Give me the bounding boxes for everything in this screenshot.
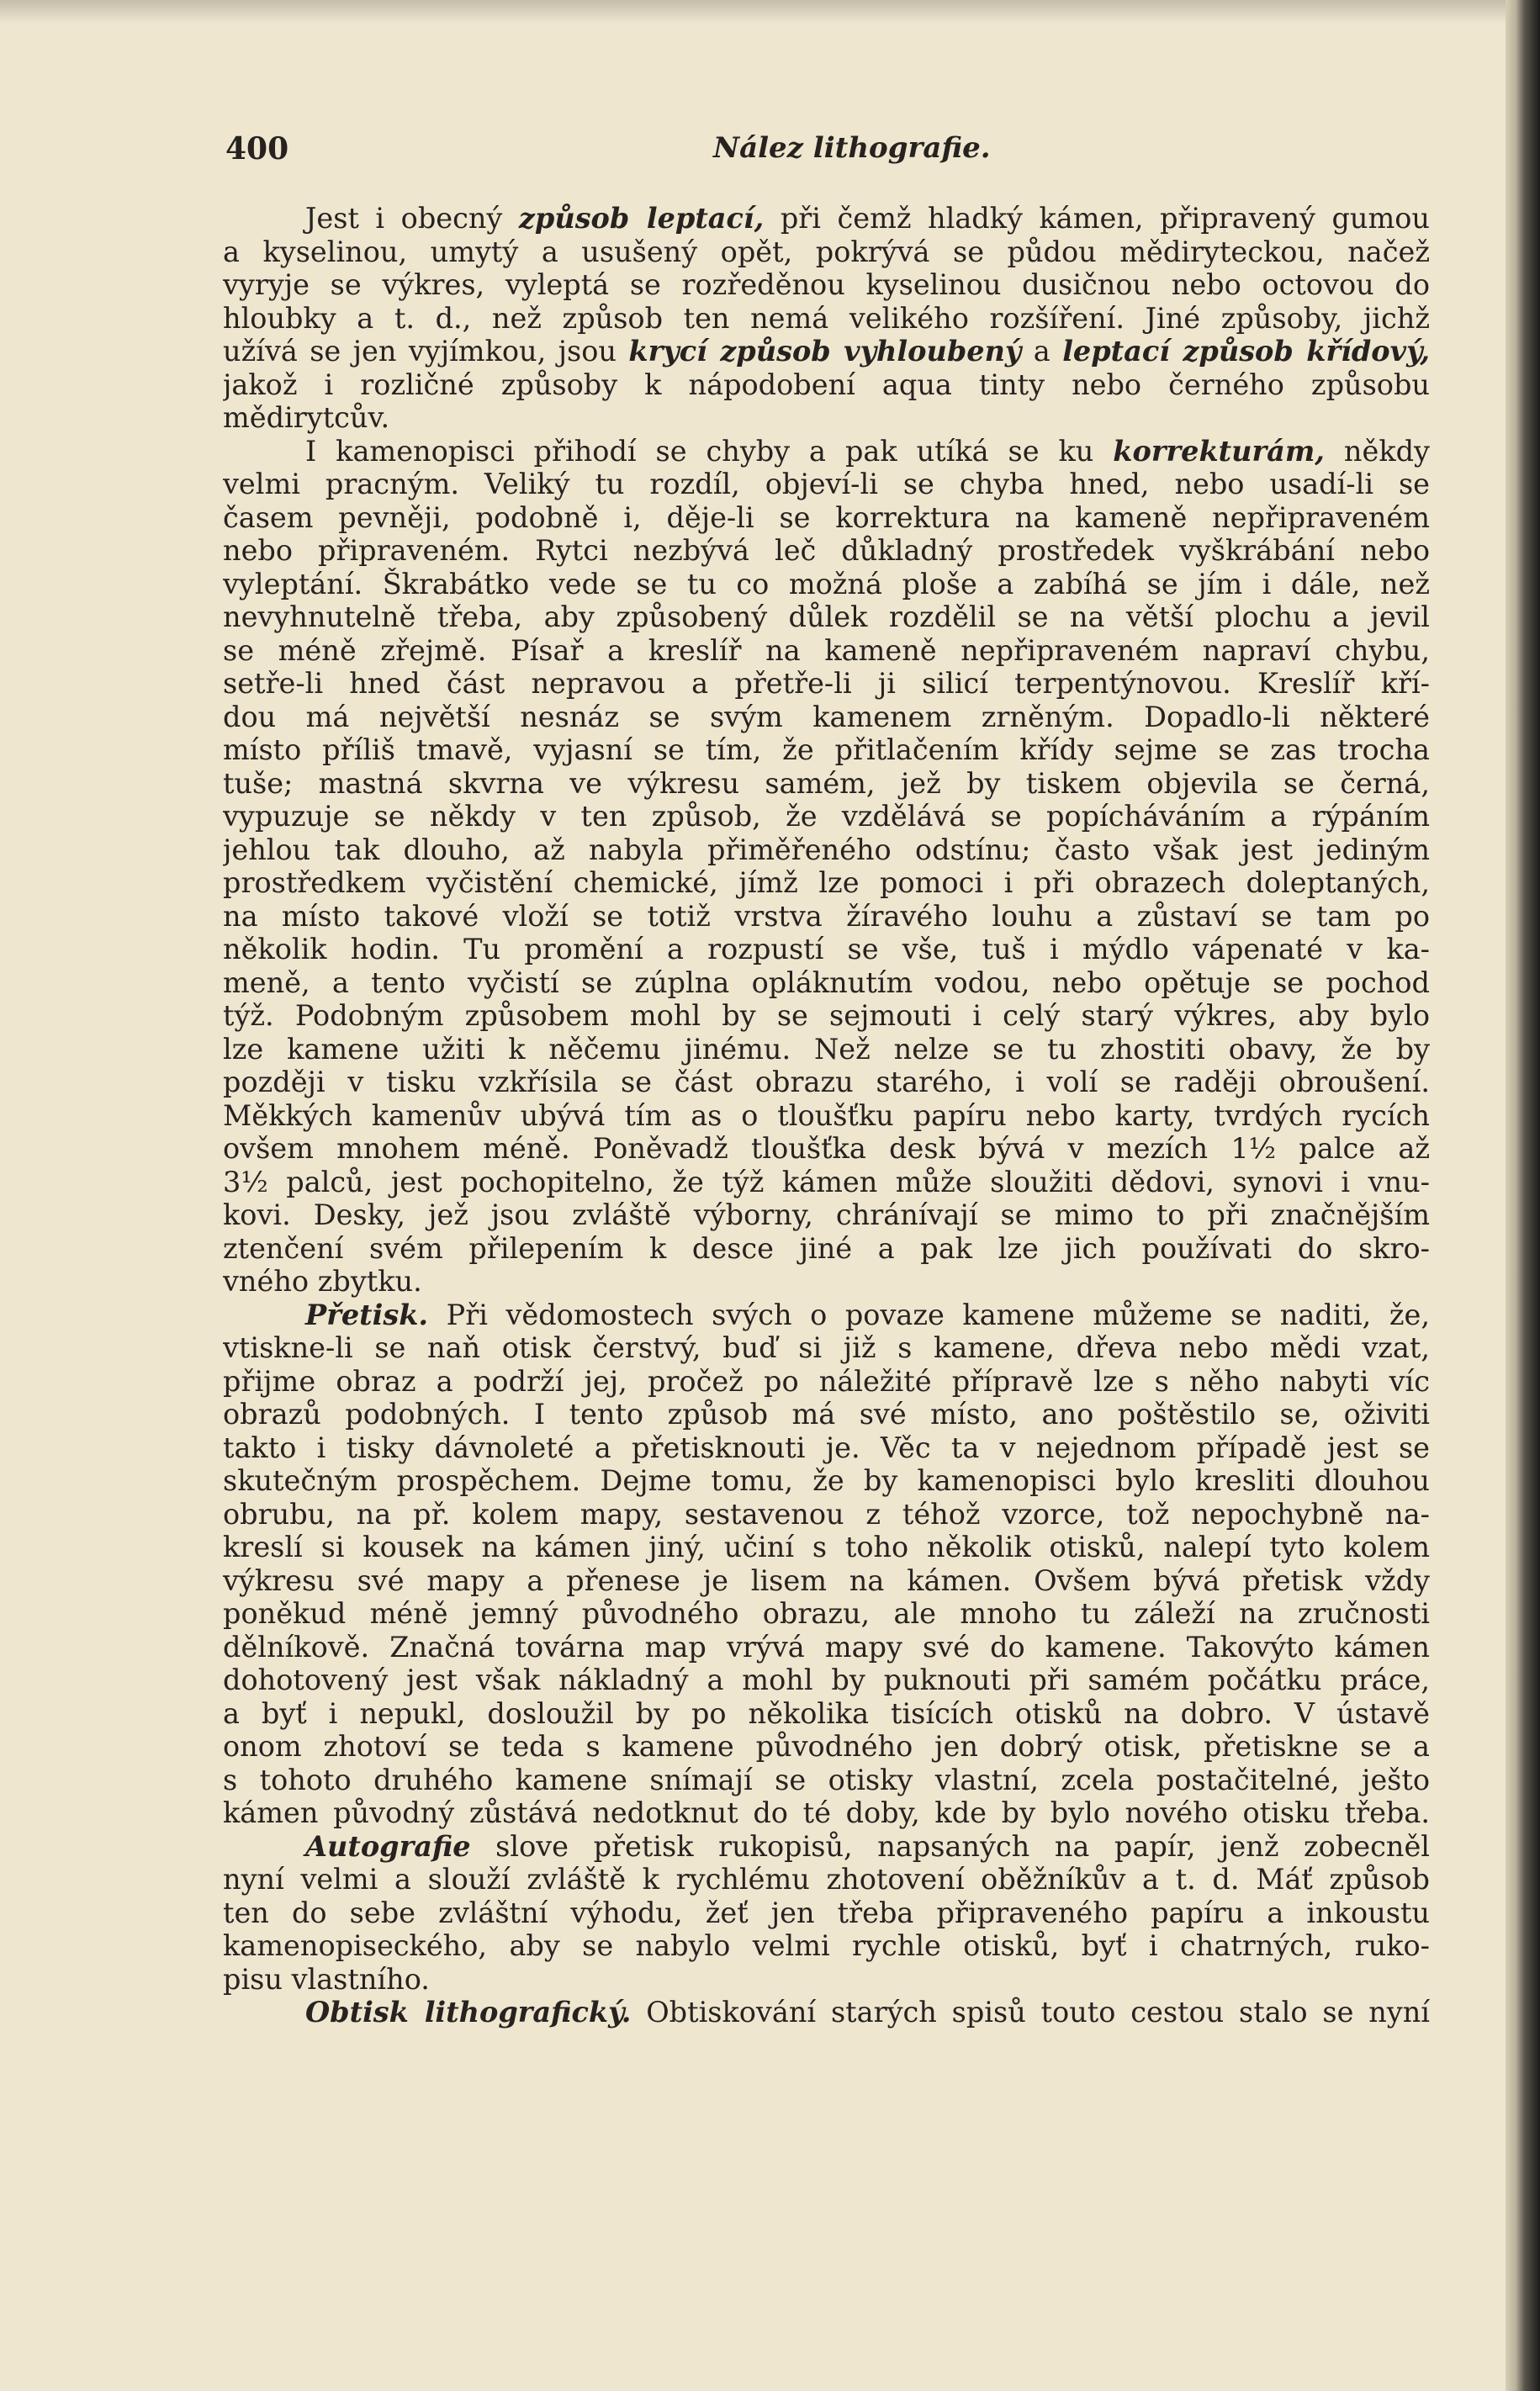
text-line: vtiskne-li se naň otisk čerstvý, buď si již s kamene, dřeva nebo mědi vzat, [223, 1331, 1430, 1364]
text-line: kámen původný zůstává nedotknut do té doby, kde by bylo nového otisku třeba. [223, 1796, 1430, 1829]
text-line: ztenčení svém přilepením k desce jiné a pak lze jich používati do skro- [223, 1231, 1430, 1265]
text-line: vypuzuje se někdy v ten způsob, že vzdělává se popícháváním a rýpáním [223, 800, 1430, 833]
text-line: dohotovený jest však nákladný a mohl by puknouti při samém počátku práce, [223, 1664, 1430, 1696]
text-line: místo příliš tmavě, vyjasní se tím, že přitlačením křídy sejme se zas trocha [223, 733, 1430, 766]
text-line: lze kamene užiti k něčemu jinému. Než nelze se tu zhostiti obavy, že by [223, 1032, 1430, 1066]
text-line: obrubu, na př. kolem mapy, sestavenou z téhož vzorce, tož nepochybně na- [223, 1497, 1430, 1531]
text-line: jakož i rozličné způsoby k nápodobení aqua tinty nebo černého způsobu [223, 368, 1430, 401]
text-line: dělníkově. Značná továrna map vrývá mapy své do kamene. Takovýto kámen [223, 1630, 1430, 1664]
text-line: výkresu své mapy a přenese je lisem na kámen. Ovšem bývá přetisk vždy [223, 1563, 1430, 1597]
text-line: mědirytcův. [223, 401, 390, 434]
text-line: ten do sebe zvláštní výhodu, žeť jen třeba připraveného papíru a inkoustu [223, 1896, 1430, 1929]
text-line: meně, a tento vyčistí se zúplna opláknutím vodou, nebo opětuje se pochod [223, 965, 1430, 999]
text-line: časem pevněji, podobně i, děje-li se korrektura na kameně nepřipraveném [223, 500, 1430, 534]
text-line: dou má největší nesnáz se svým kamenem zrněným. Dopadlo-li některé [223, 700, 1430, 733]
italic-term: krycí způsob vyhloubený [628, 335, 1022, 368]
text-line: nyní velmi a slouží zvláště k rychlému zhotovení oběžníkův a t. d. Máť způsob [223, 1863, 1430, 1896]
text-line: později v tisku vzkřísila se část obrazu starého, i volí se raději obroušení. [223, 1066, 1430, 1098]
text-line: užívá se jen vyjímkou, jsou krycí způsob vyhloubený a leptací způsob křídový, [223, 335, 1430, 368]
text-line: nevyhnutelně třeba, aby způsobený důlek rozdělil se na větší plochu a jevil [223, 600, 1430, 633]
text-line: na místo takové vloží se totiž vrstva žíravého louhu a zůstaví se tam po [223, 899, 1430, 933]
text-line: se méně zřejmě. Písař a kreslíř na kameně nepřipraveném napraví chybu, [223, 633, 1430, 667]
text-line: tuše; mastná skvrna ve výkresu samém, jež by tiskem objevila se černá, [223, 766, 1430, 800]
italic-term: Autografie [305, 1829, 471, 1863]
text-line: skutečným prospěchem. Dejme tomu, že by kamenopisci bylo kresliti dlouhou [223, 1464, 1430, 1497]
text-line: velmi pracným. Veliký tu rozdíl, objeví-li se chyba hned, nebo usadí-li se [223, 468, 1430, 500]
page-header [225, 131, 1428, 173]
text-line: Obtisk lithografický. Obtiskování starých spisů touto cestou stalo se nyní [305, 1996, 1430, 2029]
text-line: poněkud méně jemný původného obrazu, ale mnoho tu záleží na zručnosti [223, 1597, 1430, 1630]
italic-term: Obtisk lithografický. [305, 1996, 632, 2029]
text-line: onom zhotoví se teda s kamene původného jen dobrý otisk, přetiskne se a [223, 1730, 1430, 1763]
text-line: a byť i nepukl, dosloužil by po několika tisících otisků na dobro. V ústavě [223, 1696, 1430, 1730]
text-line: setře-li hned část nepravou a přetře-li ji silicí terpentýnovou. Kreslíř kří- [223, 667, 1430, 700]
text-line: Jest i obecný způsob leptací, při čemž hladký kámen, připravený gumou [305, 202, 1430, 235]
text-line: vného zbytku. [223, 1265, 422, 1298]
italic-term: korrekturám, [1113, 434, 1325, 468]
text-line: kamenopiseckého, aby se nabylo velmi rychle otisků, byť i chatrných, ruko- [223, 1929, 1430, 1962]
text-line: prostředkem vyčistění chemické, jímž lze pomoci i při obrazech doleptaných, [223, 866, 1430, 899]
text-line: s tohoto druhého kamene snímají se otisky vlastní, zcela postačitelné, ješto [223, 1763, 1430, 1796]
italic-term: způsob leptací, [518, 202, 765, 235]
text-line: I kamenopisci přihodí se chyby a pak utíká se ku korrekturám, někdy [305, 434, 1430, 468]
scan-shadow [0, 0, 1506, 24]
text-line: a kyselinou, umytý a usušený opět, pokrývá se půdou mědiryteckou, načež [223, 235, 1430, 268]
text-line: nebo připraveném. Rytci nezbývá leč důkladný prostředek vyškrábání nebo [223, 534, 1430, 567]
text-line: ovšem mnohem méně. Poněvadž tloušťka desk bývá v mezích 1½ palce až [223, 1132, 1430, 1165]
text-line: 3½ palců, jest pochopitelno, že týž kámen může sloužiti dědovi, synovi i vnu- [223, 1165, 1430, 1198]
text-line: kreslí si kousek na kámen jiný, učiní s toho několik otisků, nalepí tyto kolem [223, 1531, 1430, 1563]
text-line: vyryje se výkres, vyleptá se rozředěnou kyselinou dusičnou nebo octovou do [223, 268, 1430, 301]
page-number: 400 [225, 131, 289, 167]
body-text [223, 202, 1430, 2029]
text-line: kovi. Desky, jež jsou zvláště výborny, chránívají se mimo to při značnějším [223, 1198, 1430, 1231]
text-line: hloubky a t. d., než způsob ten nemá velikého rozšíření. Jiné způsoby, jichž [223, 301, 1430, 335]
text-line: týž. Podobným způsobem mohl by se sejmouti i celý starý výkres, aby bylo [223, 999, 1430, 1032]
text-line: Autografie slove přetisk rukopisů, napsaných na papír, jenž zobecněl [305, 1829, 1430, 1863]
running-title: Nález lithografie. [713, 131, 991, 165]
text-line: takto i tisky dávnoleté a přetisknouti je. Věc ta v nejednom případě jest se [223, 1431, 1430, 1464]
text-line: Přetisk. Při vědomostech svých o povaze kamene můžeme se naditi, že, [305, 1298, 1430, 1331]
text-line: vyleptání. Škrabátko vede se tu co možná ploše a zabíhá se jím i dále, než [223, 567, 1430, 600]
text-line: několik hodin. Tu promění a rozpustí se vše, tuš i mýdlo vápenaté v ka- [223, 933, 1430, 965]
text-line: pisu vlastního. [223, 1962, 430, 1996]
italic-term: leptací způsob křídový, [1062, 335, 1430, 368]
text-line: přijme obraz a podrží jej, pročež po náležité přípravě lze s něho nabyti víc [223, 1364, 1430, 1398]
text-line: obrazů podobných. I tento způsob má své místo, ano poštěstilo se, oživiti [223, 1398, 1430, 1431]
text-line: jehlou tak dlouho, až nabyla přiměřeného odstínu; často však jest jediným [223, 833, 1430, 866]
text-line: Měkkých kamenův ubývá tím as o tloušťku papíru nebo karty, tvrdých rycích [223, 1098, 1430, 1132]
italic-term: Přetisk. [305, 1298, 429, 1331]
book-spine-edge [1506, 0, 1540, 2391]
